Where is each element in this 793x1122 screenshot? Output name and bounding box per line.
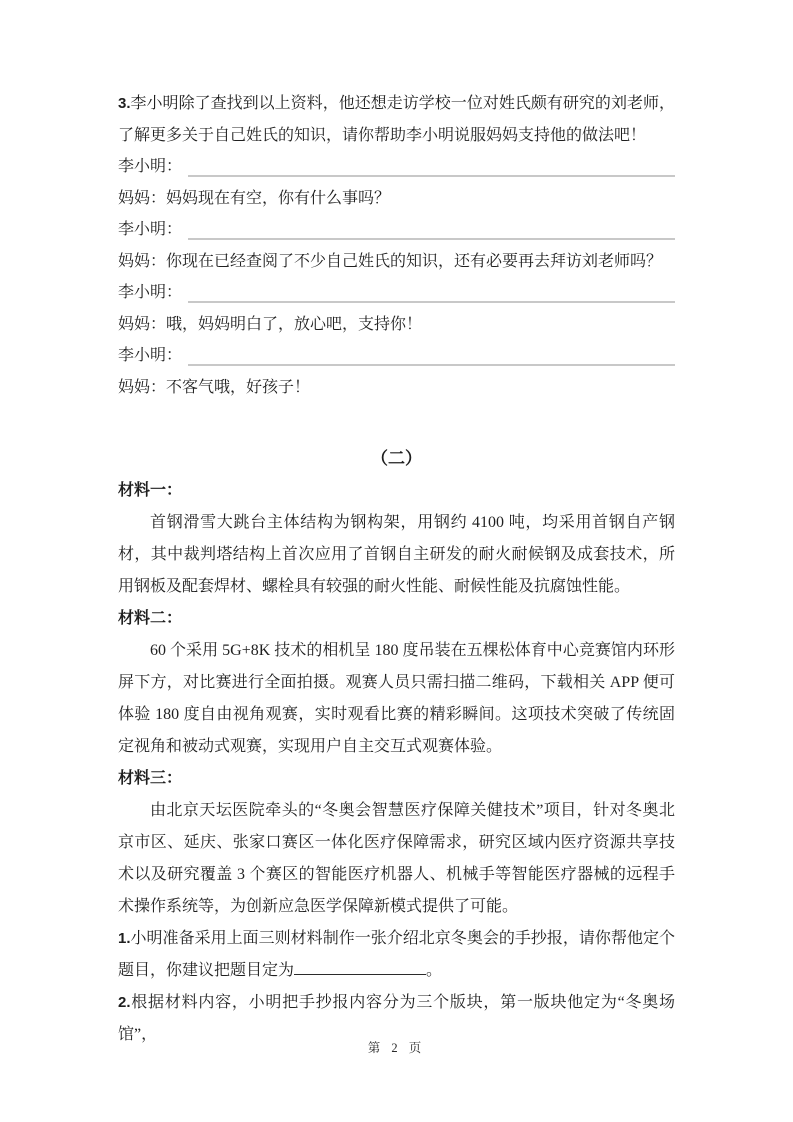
question1-number: 1. bbox=[118, 930, 131, 947]
dialogue-block bbox=[118, 151, 675, 403]
dialogue-speaker: 妈妈： bbox=[118, 252, 167, 270]
material3-text: 由北京天坛医院牵头的“冬奥会智慧医疗保障关健技术”项目，针对冬奥北京市区、延庆、张家口赛区一体化医疗保障需求，研究区域内医疗资源共享技术以及研究覆盖 3 个赛区的智能医疗机器人、机械手等智能医疗器械的远程手术操作系统等，为创新应急医学保障新模式提供了可能。 bbox=[118, 802, 675, 915]
dialogue-row bbox=[118, 277, 675, 309]
dialogue-speaker: 李小明： bbox=[118, 221, 183, 238]
dialogue-speaker: 李小明： bbox=[118, 284, 183, 301]
dialogue-row bbox=[118, 309, 675, 341]
dialogue-text: 妈妈现在有空，你有什么事吗？ bbox=[166, 189, 391, 207]
material1-text: 首钢滑雪大跳台主体结构为钢构架，用钢约 4100 吨，均采用首钢自产钢材，其中裁判塔结构上首次应用了首钢自主研发的耐火耐候钢及成套技术，所用钢板及配套焊材、螺栓具有较强的耐火性能、耐候性能及抗腐蚀性能。 bbox=[118, 514, 675, 595]
dialogue-row bbox=[118, 340, 675, 372]
materials-block bbox=[118, 475, 675, 923]
question3-prompt-text: 李小明除了查找到以上资料，他还想走访学校一位对姓氏颇有研究的刘老师，了解更多关于自己姓氏的知识，请你帮助李小明说服妈妈支持他的做法吧！ bbox=[118, 95, 675, 144]
question3-number: 3. bbox=[118, 95, 131, 112]
answer-blank-line bbox=[188, 301, 675, 303]
answer-blank-line bbox=[188, 364, 675, 366]
dialogue-speaker: 妈妈： bbox=[118, 378, 167, 396]
answer-blank-line bbox=[188, 238, 675, 240]
material2-text: 60 个采用 5G+8K 技术的相机呈 180 度吊装在五棵松体育中心竞赛馆内环形屏下方，对比赛进行全面拍摄。观赛人员只需扫描二维码，下载相关 APP 便可体验 180 度自由视角观赛，实时观看比赛的精彩瞬间。这项技术突破了传统固定视角和被动式观赛，实现用户自主交互式观赛体验。 bbox=[118, 642, 675, 755]
question3-prompt bbox=[118, 88, 675, 151]
question1-text: 小明准备采用上面三则材料制作一张介绍北京冬奥会的手抄报，请你帮他定个题目，你建议把题目定为 bbox=[118, 930, 675, 979]
question1-suffix: 。 bbox=[426, 962, 443, 979]
question1 bbox=[118, 923, 675, 987]
dialogue-row bbox=[118, 246, 675, 278]
dialogue-row bbox=[118, 372, 675, 404]
dialogue-row bbox=[118, 214, 675, 246]
dialogue-row bbox=[118, 151, 675, 183]
dialogue-speaker: 妈妈： bbox=[118, 315, 167, 333]
dialogue-text: 你现在已经查阅了不少自己姓氏的知识，还有必要再去拜访刘老师吗？ bbox=[166, 252, 663, 270]
material2-label: 材料二： bbox=[118, 610, 183, 627]
question2-text: 根据材料内容，小明把手抄报内容分为三个版块，第一版块他定为“冬奥场馆”， bbox=[118, 994, 675, 1043]
dialogue-row bbox=[118, 183, 675, 215]
dialogue-text: 哦，妈妈明白了，放心吧，支持你！ bbox=[166, 315, 423, 333]
question2-number: 2. bbox=[118, 994, 131, 1011]
dialogue-text: 不客气哦，好孩子！ bbox=[166, 378, 311, 396]
page-number: 第 2 页 bbox=[367, 1041, 426, 1055]
answer-blank-inline bbox=[294, 960, 426, 975]
answer-blank-line bbox=[188, 175, 675, 177]
section-title: （二） bbox=[371, 449, 422, 468]
dialogue-speaker: 李小明： bbox=[118, 347, 183, 364]
material3-label: 材料三： bbox=[118, 770, 183, 787]
material1-label: 材料一： bbox=[118, 482, 183, 499]
dialogue-speaker: 妈妈： bbox=[118, 189, 167, 207]
dialogue-speaker: 李小明： bbox=[118, 158, 183, 175]
